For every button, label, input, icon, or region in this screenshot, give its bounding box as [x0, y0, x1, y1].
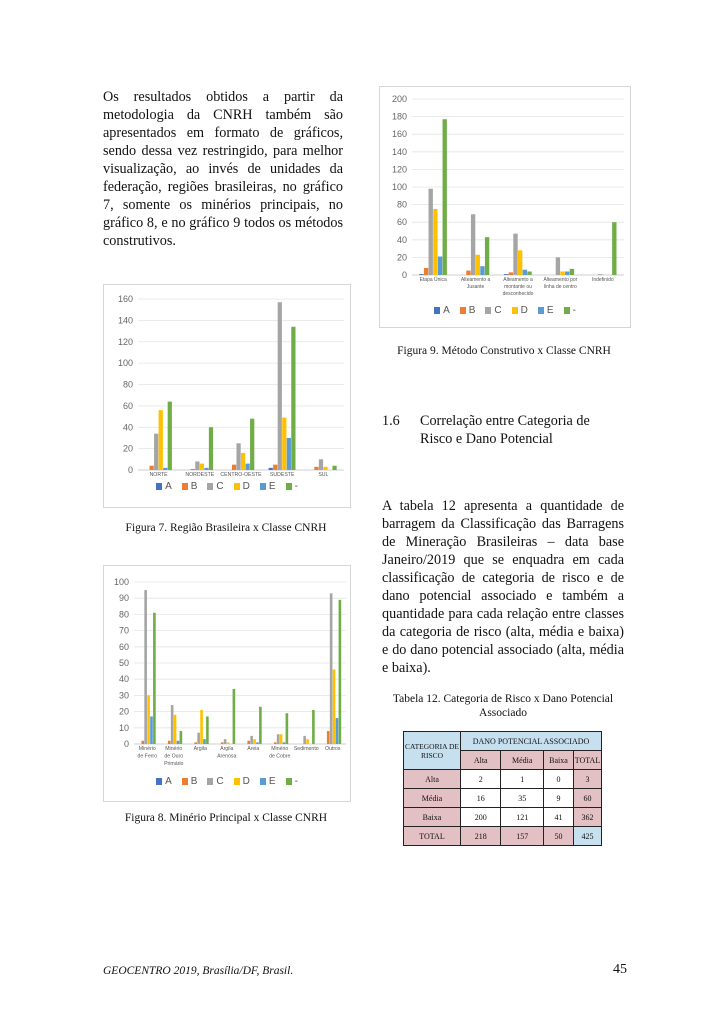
legend-label: D: [242, 481, 250, 492]
x-tick-label: desconhecido: [502, 291, 534, 297]
x-tick-label: linha de centro: [543, 284, 577, 290]
bar: [314, 467, 318, 470]
bar: [195, 461, 199, 470]
risk-category-header: CATEGORIA DE RISCO: [404, 732, 461, 770]
bar: [256, 742, 259, 744]
bar: [291, 327, 295, 470]
legend-label: B: [190, 776, 198, 787]
bar: [250, 736, 253, 744]
x-tick-label: Alteamento a: [503, 277, 533, 283]
bar: [287, 438, 291, 470]
bar: [523, 270, 527, 275]
bar: [224, 739, 227, 744]
bar: [471, 214, 475, 275]
y-tick-label: 90: [118, 593, 129, 604]
bar: [518, 250, 522, 275]
bar: [286, 713, 289, 744]
x-tick-label: Minério: [165, 746, 183, 752]
legend-item: [538, 305, 554, 316]
figure9-chart: [379, 86, 631, 328]
table-cell: 1: [501, 770, 544, 789]
bar: [144, 590, 147, 744]
legend-label: A: [165, 481, 172, 492]
y-tick-label: 100: [117, 358, 133, 369]
bar: [177, 741, 180, 744]
bar: [443, 119, 447, 275]
legend-item: [182, 776, 198, 787]
legend-item: [207, 481, 223, 492]
y-tick-label: 100: [391, 182, 407, 192]
x-tick-label: Outros: [324, 746, 341, 752]
column-header-baixa: Baixa: [543, 751, 573, 770]
row-label: Baixa: [404, 808, 461, 827]
legend-label: D: [520, 305, 528, 316]
bar: [339, 600, 342, 744]
bar: [150, 716, 153, 744]
y-tick-label: 80: [396, 199, 407, 210]
x-tick-label: Minério: [138, 746, 156, 752]
bar: [274, 742, 277, 744]
bar: [560, 271, 564, 275]
legend-label: A: [443, 305, 450, 316]
bar: [227, 742, 230, 744]
legend-swatch: [182, 778, 188, 785]
legend-item: [156, 776, 172, 787]
x-tick-label: Argila: [220, 746, 234, 752]
y-tick-label: 120: [391, 164, 407, 175]
bar: [154, 434, 158, 470]
table-row-total: [404, 827, 602, 846]
legend-swatch: [460, 307, 466, 314]
section-title: Correlação entre Categoria de Risco e Dano Potencial: [420, 413, 590, 447]
figure7-caption: Figura 7. Região Brasileira x Classe CNRH: [125, 522, 327, 534]
bar: [174, 715, 177, 744]
x-tick-label: Etapa Única: [419, 277, 447, 283]
table-cell: 2: [461, 770, 501, 789]
legend-swatch: [234, 483, 240, 490]
bar: [273, 465, 277, 470]
bar: [150, 466, 154, 470]
bar: [280, 734, 283, 744]
x-tick-label: Alteamento a: [460, 277, 491, 283]
table-row: [404, 770, 602, 789]
legend-item: [460, 305, 476, 316]
table-cell: 35: [501, 789, 544, 808]
table-row: [404, 808, 602, 827]
bar: [513, 234, 517, 275]
bar: [556, 257, 560, 275]
bar: [233, 689, 236, 744]
legend-item: [260, 481, 276, 492]
table-cell-total: 60: [574, 789, 602, 808]
bar: [485, 237, 489, 275]
x-tick-label: NORTE: [149, 472, 168, 478]
figure7-plot: [104, 285, 350, 481]
bar: [153, 613, 156, 744]
bar: [438, 257, 442, 275]
y-tick-label: 30: [118, 690, 129, 701]
bar: [466, 271, 470, 275]
figure9-caption: Figura 9. Método Construtivo x Classe CNRH: [397, 345, 611, 357]
y-tick-label: 0: [123, 739, 129, 749]
x-tick-label: NORDESTE: [185, 472, 215, 478]
y-tick-label: 120: [117, 336, 133, 347]
figure8-legend: [104, 776, 350, 787]
legend-item: [182, 481, 198, 492]
bar: [247, 741, 250, 744]
bar: [319, 459, 323, 470]
x-tick-label: SUL: [318, 472, 329, 478]
legend-swatch: [234, 778, 240, 785]
column-header-media: Média: [501, 751, 544, 770]
bar: [419, 274, 423, 275]
legend-swatch: [564, 307, 570, 314]
bar: [180, 731, 183, 744]
bar: [159, 410, 163, 470]
table-cell-total: 362: [574, 808, 602, 827]
legend-label: D: [242, 776, 250, 787]
y-tick-label: 160: [391, 129, 407, 140]
bar: [206, 716, 209, 744]
legend-label: B: [190, 481, 198, 492]
x-tick-label: Arenosa: [217, 753, 237, 760]
y-tick-label: 100: [113, 577, 129, 587]
column-header-total: TOTAL: [574, 751, 602, 770]
table-cell-total: 218: [461, 827, 501, 846]
legend-swatch: [156, 483, 162, 490]
y-tick-label: 40: [396, 234, 407, 245]
bar: [283, 742, 286, 744]
legend-item: [286, 481, 298, 492]
bar: [570, 269, 574, 275]
y-tick-label: 140: [391, 146, 407, 157]
bar: [476, 255, 480, 275]
bar: [278, 302, 282, 470]
intro-paragraph: Os resultados obtidos a partir da metodologia da CNRH também são apresentados em formato de gráficos, sendo dessa vez restringido, para melhor visualização, ao invés de unidades da federação, regiões brasileiras, no gráfico 7, somente os minérios principais, no gráfico 8, e no gráfico 9 todos os métodos construtivos.: [103, 89, 343, 249]
legend-swatch: [207, 483, 213, 490]
bar: [332, 466, 336, 470]
legend-label: C: [494, 305, 502, 316]
row-label: Alta: [404, 770, 461, 789]
y-tick-label: 80: [118, 609, 129, 620]
figure9-plot: [380, 87, 630, 305]
bar: [232, 465, 236, 470]
y-tick-label: 20: [118, 706, 129, 717]
bar: [250, 419, 254, 470]
bar: [480, 266, 484, 275]
x-tick-label: montante ou: [504, 284, 532, 290]
legend-label: A: [165, 776, 172, 787]
bar: [200, 464, 204, 470]
legend-item: [485, 305, 501, 316]
bar: [306, 739, 309, 744]
bar: [433, 209, 437, 275]
table-cell: 200: [461, 808, 501, 827]
bar: [200, 710, 203, 744]
legend-item: [234, 776, 250, 787]
legend-label: E: [268, 776, 276, 787]
figure9-legend: [380, 305, 630, 316]
table-cell: 41: [543, 808, 573, 827]
row-label: TOTAL: [404, 827, 461, 846]
bar: [277, 734, 280, 744]
bar: [147, 695, 150, 744]
legend-item: [434, 305, 450, 316]
legend-swatch: [182, 483, 188, 490]
bar: [509, 272, 513, 275]
risk-table: [403, 731, 602, 846]
bar: [246, 464, 250, 470]
table-cell: 16: [461, 789, 501, 808]
y-tick-label: 10: [118, 722, 129, 733]
y-tick-label: 0: [127, 465, 133, 475]
x-tick-label: Alteamento por: [543, 277, 578, 283]
row-label: Média: [404, 789, 461, 808]
y-tick-label: 140: [117, 315, 133, 326]
bar: [269, 468, 273, 470]
bar: [253, 739, 256, 744]
y-tick-label: 20: [396, 252, 407, 263]
table-cell: 121: [501, 808, 544, 827]
x-tick-label: Argila: [193, 746, 207, 752]
y-tick-label: 50: [118, 658, 129, 668]
section-number: 1.6: [382, 413, 400, 429]
bar: [141, 741, 144, 744]
page-number: 45: [613, 962, 627, 977]
bar: [527, 271, 531, 275]
table-row: [404, 789, 602, 808]
legend-swatch: [512, 307, 518, 314]
bar: [194, 742, 197, 744]
x-tick-label: de Ouro: [164, 753, 184, 760]
y-tick-label: 60: [118, 641, 129, 652]
x-tick-label: de Cobre: [269, 753, 291, 760]
x-tick-label: SUDESTE: [269, 472, 295, 478]
legend-label: C: [216, 776, 224, 787]
y-tick-label: 80: [122, 379, 133, 390]
legend-label: B: [468, 305, 476, 316]
table-cell: 9: [543, 789, 573, 808]
x-tick-label: de Ferro: [137, 753, 158, 760]
table-cell: 0: [543, 770, 573, 789]
y-tick-label: 160: [117, 294, 133, 304]
figure8-caption: Figura 8. Minério Principal x Classe CNRH: [124, 812, 328, 824]
table-cell-grand-total: 425: [574, 827, 602, 846]
legend-item: [234, 481, 250, 492]
bar: [330, 593, 333, 744]
legend-swatch: [156, 778, 162, 785]
bar: [204, 468, 208, 470]
legend-swatch: [485, 307, 491, 314]
bar: [221, 742, 224, 744]
y-tick-label: 20: [122, 443, 133, 454]
legend-item: [512, 305, 528, 316]
bar: [323, 467, 327, 470]
x-tick-label: CENTRO-OESTE: [220, 472, 262, 478]
y-tick-label: 40: [122, 422, 133, 433]
table-cell-total: 50: [543, 827, 573, 846]
y-tick-label: 60: [396, 217, 407, 228]
x-tick-label: Sedimento: [293, 746, 319, 752]
bar: [327, 731, 330, 744]
legend-item: [564, 305, 576, 316]
bar: [429, 189, 433, 275]
legend-label: E: [546, 305, 554, 316]
x-tick-label: Jusante: [466, 284, 485, 290]
legend-item: [286, 776, 298, 787]
bar: [209, 427, 213, 470]
legend-swatch: [207, 778, 213, 785]
bar: [612, 222, 616, 275]
y-tick-label: 70: [118, 625, 129, 636]
legend-label: -: [294, 481, 298, 492]
table-cell-total: 157: [501, 827, 544, 846]
bar: [424, 268, 428, 275]
legend-label: -: [294, 776, 298, 787]
bar: [259, 707, 262, 744]
bar: [312, 710, 315, 744]
legend-label: -: [572, 305, 576, 316]
bar: [168, 402, 172, 470]
legend-swatch: [434, 307, 440, 314]
y-tick-label: 180: [391, 111, 407, 122]
bar: [241, 453, 245, 470]
damage-potential-header: DANO POTENCIAL ASSOCIADO: [461, 732, 602, 751]
y-tick-label: 60: [122, 400, 133, 411]
y-tick-label: 40: [118, 674, 129, 685]
y-tick-label: 0: [401, 270, 407, 280]
legend-swatch: [260, 483, 266, 490]
legend-item: [260, 776, 276, 787]
bar: [333, 669, 336, 744]
bar: [303, 736, 306, 744]
legend-item: [156, 481, 172, 492]
column-header-alta: Alta: [461, 751, 501, 770]
x-tick-label: Areia: [247, 746, 260, 752]
bar: [191, 469, 195, 470]
bar: [236, 443, 240, 470]
figure7-chart: [103, 284, 351, 508]
figure8-chart: [103, 565, 351, 802]
legend-swatch: [286, 483, 292, 490]
table-cell-total: 3: [574, 770, 602, 789]
legend-swatch: [286, 778, 292, 785]
legend-swatch: [538, 307, 544, 314]
bar: [171, 705, 174, 744]
bar: [203, 739, 206, 744]
footer-text: GEOCENTRO 2019, Brasília/DF, Brasil.: [103, 965, 294, 977]
bar: [282, 418, 286, 470]
bar: [504, 274, 508, 275]
bar: [197, 733, 200, 744]
x-tick-label: Primário: [164, 761, 184, 767]
figure7-legend: [104, 481, 350, 492]
legend-item: [207, 776, 223, 787]
y-tick-label: 200: [391, 94, 407, 104]
x-tick-label: Minério: [271, 746, 289, 752]
x-tick-label: Indefinido: [591, 277, 614, 283]
bar: [168, 741, 171, 744]
bar: [163, 468, 167, 470]
bar: [336, 718, 339, 744]
legend-label: C: [216, 481, 224, 492]
legend-label: E: [268, 481, 276, 492]
bar: [598, 274, 602, 275]
table-intro-paragraph: A tabela 12 apresenta a quantidade de barragem da Classificação das Barragens de Mineração Brasileiras – data base Janeiro/2019 que se enquadra em cada classificação de categoria de risco e de dano potencial associado e também a quantidade para cada relação entre classes da categoria de risco (alta, média e baixa) e do dano potencial associado (alta, média e baixa).: [382, 498, 624, 676]
bar: [565, 271, 569, 275]
section-heading: [382, 412, 632, 448]
table-caption: Tabela 12. Categoria de Risco x Dano Potencial Associado: [392, 693, 614, 719]
legend-swatch: [260, 778, 266, 785]
figure8-plot: [104, 566, 350, 776]
